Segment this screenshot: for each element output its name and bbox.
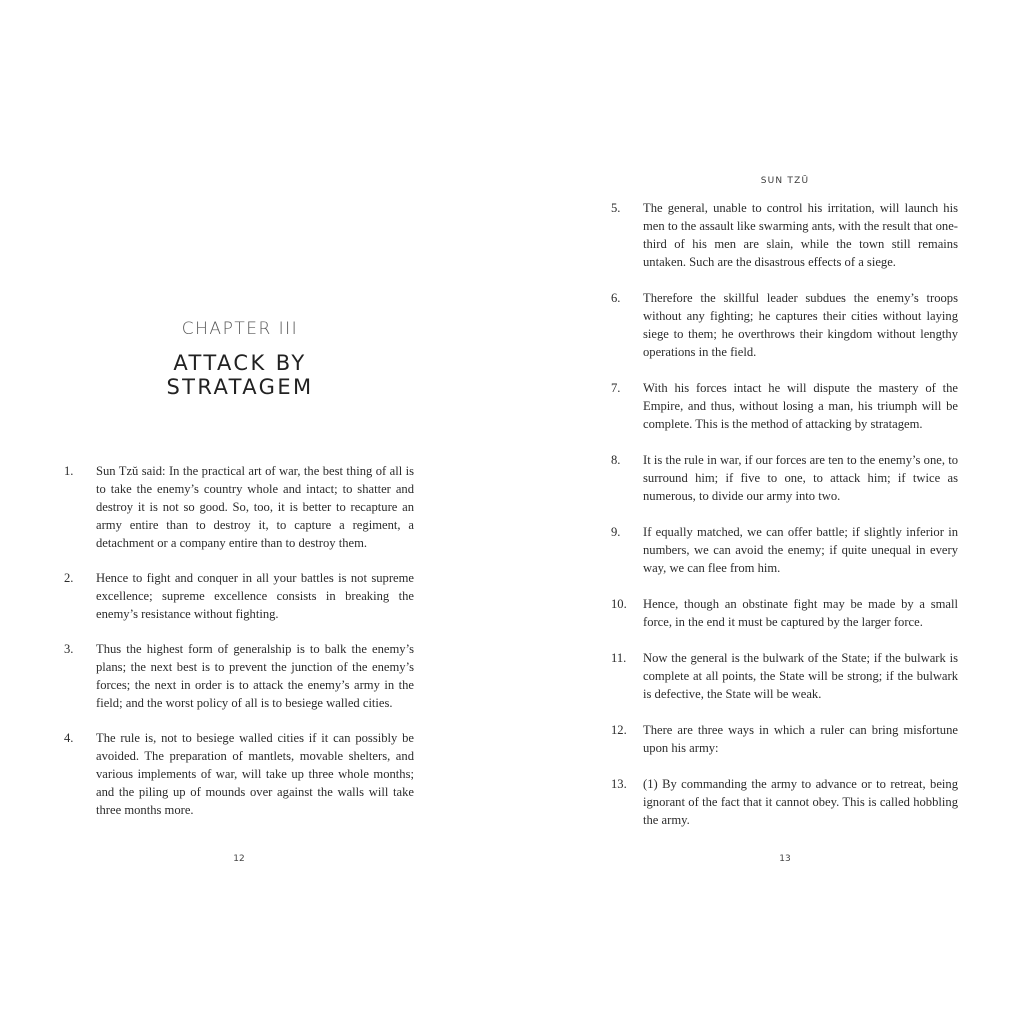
item-text: It is the rule in war, if our forces are ten to the enemy’s one, to surround him; if five to one, to attack him; if twice as numerous, to divide our army into two.: [643, 453, 958, 503]
list-item: [611, 199, 958, 271]
list-item: [64, 729, 414, 819]
list-item: [64, 462, 414, 552]
item-number: 10.: [611, 597, 627, 611]
item-text: Now the general is the bulwark of the State; if the bulwark is complete at all points, the State will be strong; if the bulwark is defective, the State will be weak.: [643, 651, 958, 701]
item-number: 13.: [611, 777, 627, 791]
item-number: 12.: [611, 723, 627, 737]
item-text: The general, unable to control his irritation, will launch his men to the assault like swarming ants, with the result that one-third of his men are slain, while the town still remains untaken. Such are the disastrous effects of a siege.: [643, 201, 958, 269]
item-text: The rule is, not to besiege walled cities if it can possibly be avoided. The preparation of mantlets, movable shelters, and various implements of war, will take up three whole months; and the piling up of mounds over against the walls will take three months more.: [96, 731, 414, 817]
list-item: [611, 595, 958, 631]
item-text: Hence, though an obstinate fight may be made by a small force, in the end it must be captured by the larger force.: [643, 597, 958, 629]
list-item: [611, 289, 958, 361]
list-item: [611, 721, 958, 757]
item-number: 9.: [611, 525, 621, 539]
item-text: With his forces intact he will dispute the mastery of the Empire, and thus, without losing a man, his triumph will be complete. This is the method of attacking by stratagem.: [643, 381, 958, 431]
item-number: 5.: [611, 201, 621, 215]
item-text: Thus the highest form of generalship is to balk the enemy’s plans; the next best is to prevent the junction of the enemy’s forces; the next in order is to attack the enemy’s army in the field; and the worst policy of all is to besiege walled cities.: [96, 642, 414, 710]
chapter-title: ATTACK BY STRATAGEM: [166, 351, 314, 399]
left-item-list: [64, 462, 414, 819]
list-item: [611, 649, 958, 703]
right-page: [512, 0, 1025, 1025]
item-text: Sun Tzŭ said: In the practical art of war, the best thing of all is to take the enemy’s country whole and intact; to shatter and destroy it is not so good. So, too, it is better to recapture an army entire than to destroy it, to capture a regiment, a detachment or a company entire than to destroy them.: [96, 464, 414, 550]
item-number: 2.: [64, 571, 74, 585]
page-number: 12: [233, 854, 245, 864]
item-number: 4.: [64, 731, 74, 745]
list-item: [611, 523, 958, 577]
list-item: [611, 379, 958, 433]
item-text: Hence to fight and conquer in all your battles is not supreme excellence; supreme excellence consists in breaking the enemy’s resistance without fighting.: [96, 571, 414, 621]
item-number: 1.: [64, 464, 74, 478]
item-number: 3.: [64, 642, 74, 656]
list-item: [64, 569, 414, 623]
item-number: 6.: [611, 291, 621, 305]
item-number: 8.: [611, 453, 621, 467]
running-head: SUN TZŪ: [760, 176, 810, 186]
left-page: [0, 0, 512, 1025]
list-item: [611, 451, 958, 505]
chapter-label: CHAPTER III: [181, 319, 299, 339]
item-text: There are three ways in which a ruler can bring misfortune upon his army:: [643, 723, 958, 755]
list-item: [611, 775, 958, 829]
page-number: 13: [779, 854, 791, 864]
item-number: 7.: [611, 381, 621, 395]
right-item-list: [611, 199, 958, 829]
list-item: [64, 640, 414, 712]
item-number: 11.: [611, 651, 627, 665]
item-text: Therefore the skillful leader subdues the enemy’s troops without any fighting; he captures their cities without laying siege to them; he overthrows their kingdom without lengthy operations in the field.: [643, 291, 958, 359]
item-text: (1) By commanding the army to advance or to retreat, being ignorant of the fact that it cannot obey. This is called hobbling the army.: [643, 777, 958, 827]
item-text: If equally matched, we can offer battle; if slightly inferior in numbers, we can avoid the enemy; if quite unequal in every way, we can flee from him.: [643, 525, 958, 575]
